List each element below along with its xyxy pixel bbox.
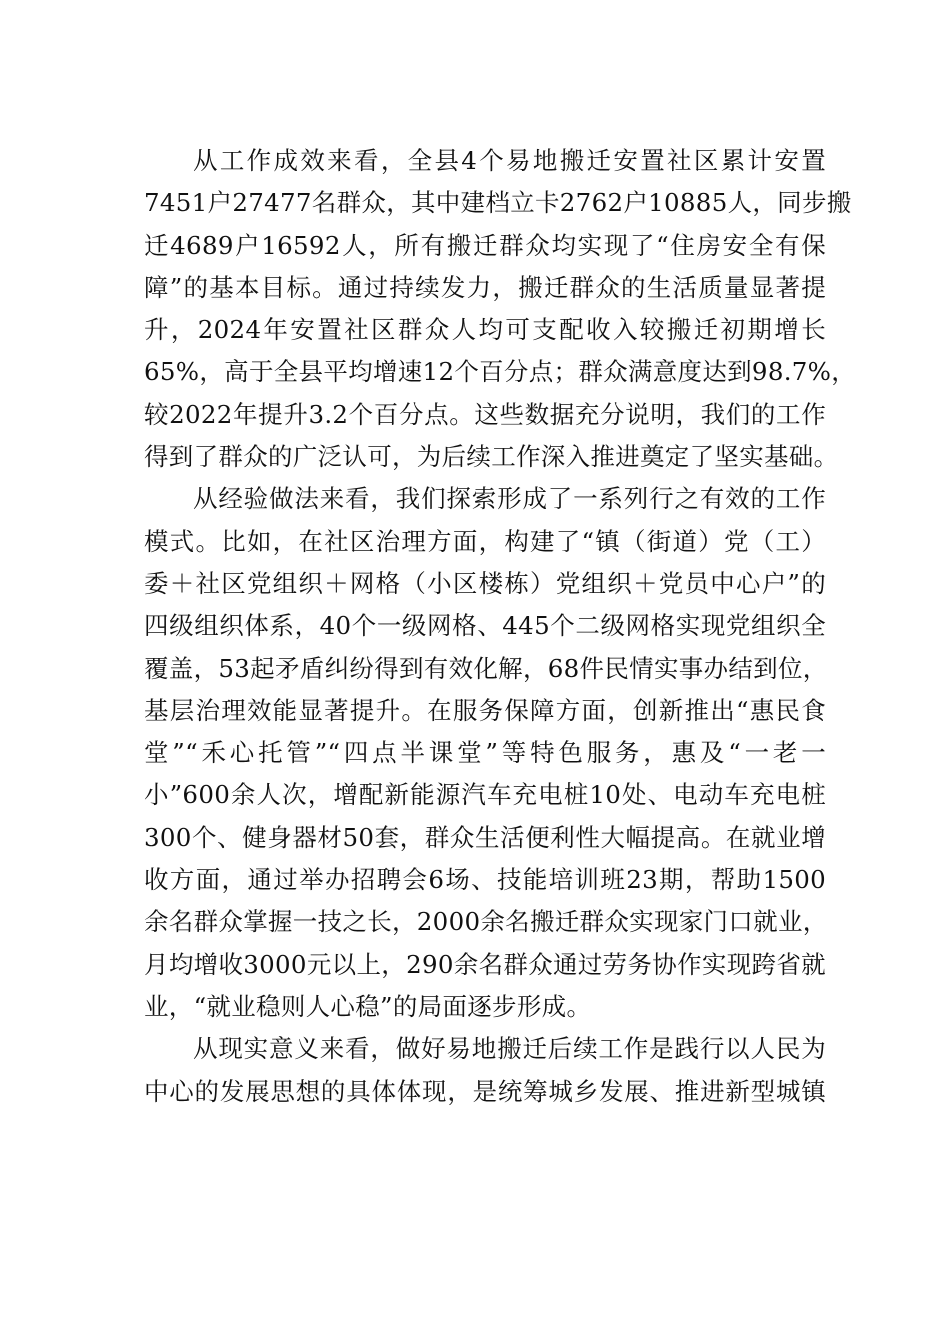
text-line: 较2022年提升3.2个百分点。这些数据充分说明，我们的工作 [144, 399, 826, 429]
paragraph-work-results [144, 140, 857, 478]
text-line: 从经验做法来看，我们探索形成了一系列行之有效的工作 [193, 484, 826, 514]
text-line: 覆盖，53起矛盾纠纷得到有效化解，68件民情实事办结到位， [144, 653, 828, 683]
text-line: 基层治理效能显著提升。在服务保障方面，创新推出“惠民食 [144, 695, 826, 725]
text-line: 模式。比如，在社区治理方面，构建了“镇（街道）党（工） [144, 526, 826, 556]
paragraph-experience-practices [144, 478, 826, 1028]
text-line: 四级组织体系，40个一级网格、445个二级网格实现党组织全 [144, 611, 826, 641]
text-line: 中心的发展思想的具体体现，是统筹城乡发展、推进新型城镇 [144, 1076, 826, 1106]
text-line: 业，“就业稳则人心稳”的局面逐步形成。 [144, 991, 592, 1021]
text-line: 迁4689户16592人，所有搬迁群众均实现了“住房安全有保 [144, 230, 826, 260]
text-line: 收方面，通过举办招聘会6场、技能培训班23期，帮助1500 [144, 865, 826, 895]
document-body [144, 140, 857, 1113]
text-line: 月均增收3000元以上，290余名群众通过劳务协作实现跨省就 [144, 949, 826, 979]
text-line: 升，2024年安置社区群众人均可支配收入较搬迁初期增长 [144, 315, 826, 345]
text-line: 300个、健身器材50套，群众生活便利性大幅提高。在就业增 [144, 822, 826, 852]
text-line: 得到了群众的广泛认可，为后续工作深入推进奠定了坚实基础。 [144, 442, 839, 472]
text-line: 7451户27477名群众，其中建档立卡2762户10885人，同步搬 [144, 188, 852, 218]
text-line: 从现实意义来看，做好易地搬迁后续工作是践行以人民为 [193, 1034, 826, 1064]
text-line: 从工作成效来看，全县4个易地搬迁安置社区累计安置 [193, 146, 826, 175]
text-line: 小”600余人次，增配新能源汽车充电桩10处、电动车充电桩 [144, 780, 826, 810]
text-line: 65%，高于全县平均增速12个百分点；群众满意度达到98.7%， [144, 357, 857, 387]
text-line: 障”的基本目标。通过持续发力，搬迁群众的生活质量显著提 [144, 272, 826, 302]
text-line: 委＋社区党组织＋网格（小区楼栋）党组织＋党员中心户”的 [144, 568, 826, 598]
text-line: 余名群众掌握一技之长，2000余名搬迁群众实现家门口就业， [144, 907, 828, 937]
text-line: 堂”“禾心托管”“四点半课堂”等特色服务，惠及“一老一 [144, 738, 826, 768]
paragraph-practical-significance [144, 1028, 826, 1113]
